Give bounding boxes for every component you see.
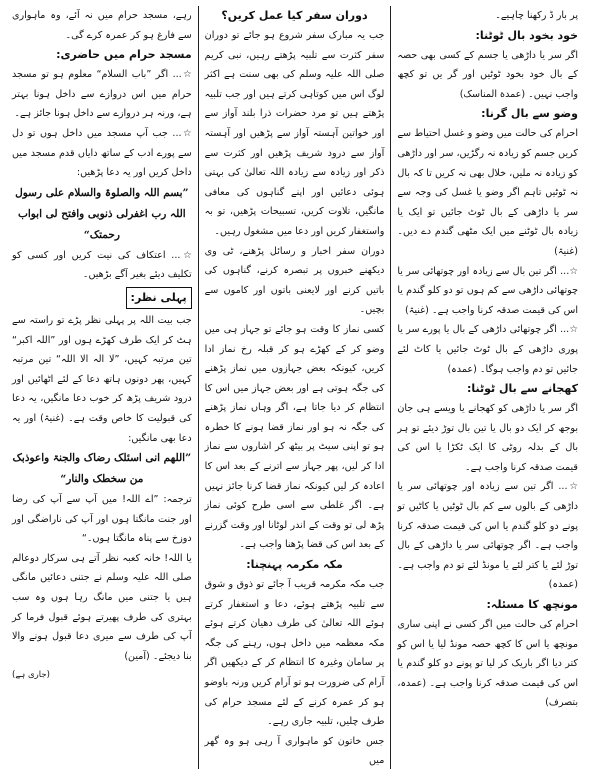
- column-middle: [199, 6, 392, 769]
- paragraph: ☆... اگر تین بال سے زیادہ اور چوتھائی سر یا چوتھائی داڑھی سے کم ہوں تو دو کلو گندم یا اس کی قیمت صدقہ کرنا واجب ہے۔ (غنیۃ): [397, 265, 578, 316]
- paragraph: جب مکہ مکرمہ قریب آ جائے تو ذوق و شوق سے تلبیہ پڑھتے ہوئے، دعا و استغفار کرتے ہوئے اللہ تعالیٰ کی طرف دھیان کرتے ہوئے مکہ معظمہ میں داخل ہوں، رہنے کی جگہ پر سامان وغیرہ کا انتظام کر کے دیکھیں اگر آرام کی ضرورت ہو تو آرام کریں ورنہ باوضو ہو کر عمرہ کرنے کے لئے مسجد حرام کی طرف چلیں، تلبیہ جاری رہے۔: [204, 579, 385, 728]
- continued-note: (جاری ہے): [12, 670, 50, 681]
- paragraph: ☆... اگر ”باب السلام“ معلوم ہو تو مسجد حرام میں اس دروازے سے داخل ہونا بہتر ہے، ورنہ ہر دروازے سے داخل ہونا جائز ہے۔: [12, 69, 192, 120]
- arabic-dua: ”بسم اللہ والصلوۃ والسلام علی رسول اللہ رب اغفرلی ذنوبی وافتح لی ابواب رحمتک“: [15, 186, 189, 241]
- section-heading: دوران سفر کیا عمل کریں؟: [221, 9, 368, 22]
- paragraph: پر بار ڈ رکھنا چاہیے۔: [495, 10, 578, 21]
- paragraph: اگر سر یا داڑھی کو کھجانے یا ویسے ہی جان بوجھ کر ایک دو بال یا تین بال توڑ دیئے تو ہر بال کے بدلہ روٹی کا ایک ٹکڑا یا اس کی قیمت صدقہ کرنا واجب ہے۔: [397, 403, 578, 473]
- paragraph: ☆... جب آپ مسجد میں داخل ہوں تو دل سے پورے ادب کے ساتھ دایاں قدم مسجد میں داخل کریں اور یہ دعا پڑھیں:: [12, 127, 192, 179]
- section-heading: پہلی نظر:: [126, 287, 192, 309]
- paragraph: جس خاتون کو ماہواری آ رہی ہو وہ گھر میں: [204, 735, 385, 767]
- paragraph: دوران سفر اخبار و رسائل پڑھنے، ٹی وی دیکھنے خبروں پر تبصرہ کرنے، گناہوں کی باتیں کرنے اور لایعنی باتوں اور کاموں سے بچیں۔: [204, 245, 385, 316]
- paragraph: یا اللہ! خانہ کعبہ نظر آتے ہی سرکار دوعالم صلی اللہ علیہ وسلم نے جتنی دعائیں مانگی ہیں یا جتنی میں مانگ رہا ہوں وہ سب بہتری کی طرف پھیرتے ہوئے قبول فرما کر آپ کی طرف سے میری دعا قبول ہونے والا بنا دیجئے۔ (آمین): [12, 552, 192, 662]
- section-heading: مونچھ کا مسئلہ:: [486, 598, 578, 612]
- section-heading: وضو سے بال گرنا:: [481, 107, 578, 121]
- paragraph: جب یہ مبارک سفر شروع ہو جائے تو دوران سفر کثرت سے تلبیہ پڑھتے رہیں، نبی کریم صلی اللہ علیہ وسلم کی بھی سنت ہے اکثر لوگ اس میں کوتاہی کرتے ہیں اور جب تلبیہ پڑھتے ہیں تو مرد حضرات ذرا بلند آواز سے اور خواتین آہستہ آواز سے پڑھیں اور آہستہ آواز سے درود شریف پڑھیں اور کثرت سے ذکر اور زیادہ سے زیادہ اللہ تعالیٰ کی بہتی ہوئی دعائیں اور اپنے گناہوں کی معافی مانگیں، تلاوت کریں، تسبیحات پڑھیں، تو بہ واستغفار کریں اور دعا میں مشغول رہیں۔: [204, 30, 385, 237]
- paragraph: جب بیت اللہ پر پہلی نظر پڑے تو راستہ سے ہٹ کر ایک طرف کھڑے ہوں اور ”اللہ اکبر“ تین مرتبہ کہیں، ”لا الہ الا اللہ“ تین مرتبہ کہیں، پھر دونوں ہاتھ دعا کے لئے اٹھائیں اور درود شریف پڑھ کر خوب دعا مانگیں، یہ دعا کی قبولیت کا خاص وقت ہے۔ (غنیۃ) اور یہ دعا بھی مانگیں:: [12, 314, 192, 444]
- column-left: [6, 6, 199, 769]
- section-heading: خود بخود بال ٹوٹنا:: [475, 28, 578, 42]
- paragraph: احرام کی حالت میں وضو و غسل احتیاط سے کریں جسم کو زیادہ نہ رگڑیں، سر اور داڑھی کو زیادہ نہ ملیں، خلال بھی نہ کریں تا کہ بال نہ ٹوٹیں تاہم اگر وضو یا غسل کی وجہ سے سر یا داڑھی کے بال ٹوٹ جائیں تو ایک یا زیادہ بال ٹوٹنے میں ایک مٹھی گندم دے دیں۔ (غنیۃ): [397, 128, 578, 257]
- paragraph: ☆... اعتکاف کی نیت کریں اور کسی کو تکلیف دیئے بغیر آگے بڑھیں۔: [12, 249, 192, 281]
- paragraph: احرام کی حالت میں اگر کسی نے اپنی ساری مونچھ یا اس کا کچھ حصہ مونڈ لیا یا اس کو کتر دیا اگر باریک کر لیا تو پونے دو کلو گندم یا اس کی قیمت صدقہ کرنا واجب ہے۔ (عمدہ، بتصرف): [397, 619, 578, 709]
- paragraph: ☆... اگر تین سے زیادہ اور چوتھائی سر یا داڑھی کے بالوں سے کم بال ٹوٹیں یا کاٹیں تو پونے دو کلو گندم یا اس کی قیمت صدقہ کرنا واجب ہے۔ اگر چوتھائی سر یا داڑھی کے بال توڑ لئے یا کتر لئے یا مونڈ لئے تو دم واجب ہے۔ (عمدہ): [397, 481, 578, 591]
- column-right: [391, 6, 584, 769]
- paragraph: ☆... اگر چوتھائی داڑھی کے بال یا پورے سر یا پوری داڑھی کے بال ٹوٹ جائیں یا کاٹ لئے جائیں تو دم واجب ہوگا۔ (عمدہ): [397, 324, 578, 375]
- paragraph: رہے، مسجد حرام میں نہ آئے، وہ ماہواری سے فارغ ہو کر عمرہ کرے گی۔: [12, 10, 192, 41]
- section-heading: کھجانے سے بال ٹوٹنا:: [466, 382, 578, 396]
- paragraph: کسی نماز کا وقت ہو جائے تو جہاز ہی میں وضو کر کے کھڑے ہو کر قبلہ رخ نماز ادا کریں، کیونکہ بعض جہازوں میں نماز پڑھنے کی جگہ ہوتی ہے اور بعض جہاز میں اس کا انتظام کر دیا جاتا ہے، اگر وہاں نماز پڑھنے کی جگہ نہ ہو اور نماز قضا ہونے کا خطرہ ہو تو اپنی سیٹ پر بیٹھ کر اشاروں سے نماز ادا کر لیں، پھر جہاز سے اترنے کے بعد اس کا اعادہ کر لیں کیونکہ نماز قضا کرنا جائز نہیں ہے۔ اگر غلطی سے اسی طرح کوئی نماز پڑھ لی تو وقت کے اندر لوٹانا اور وقت گزرنے کے بعد اس کی قضا پڑھنا واجب ہے۔: [204, 323, 385, 551]
- paragraph: ترجمہ: ”اے اللہ! میں آپ سے آپ کی رضا اور جنت مانگتا ہوں اور آپ کی ناراضگی اور دوزخ سے پناہ مانگتا ہوں۔“: [12, 494, 192, 545]
- section-heading: مسجد حرام میں حاضری:: [56, 48, 192, 62]
- section-heading: مکہ مکرمہ پہنچنا:: [246, 558, 343, 572]
- arabic-dua: ”اللھم انی اسئلک رضاک والجنۃ واعوذبک من سخطک والنار“: [12, 452, 192, 486]
- paragraph: اگر سر یا داڑھی یا جسم کے کسی بھی حصہ کے بال خود بخود ٹوٹیں اور گر یں تو کچھ واجب نہیں۔ (عمدة المناسک): [397, 49, 578, 100]
